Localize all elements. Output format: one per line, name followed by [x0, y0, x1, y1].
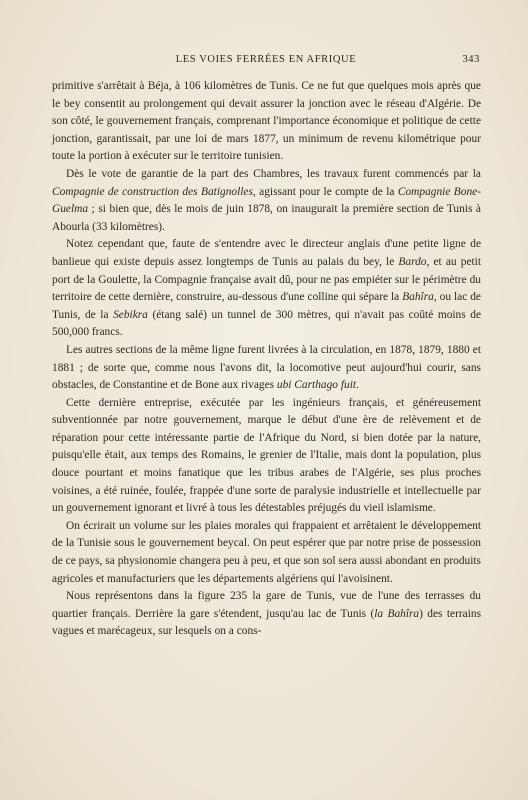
- paragraph: [52, 588, 481, 641]
- text-run: ) des terrains vagues et marécageux, sur lesquels on a cons-: [52, 607, 481, 638]
- paragraph: [52, 166, 481, 236]
- paragraph: [52, 236, 481, 342]
- text-run: Notez cependant que, faute de s'entendre avec le directeur anglais d'une petite ligne de banlieue qui existe depuis assez longtemps de Tunis au palais du bey, le: [52, 238, 481, 268]
- text-run: primitive s'arrêtait à Béja, à 106 kilomètres de Tunis. Ce ne fut que quelques mois après que le bey consentit au prolongement qui devait assurer la jonction avec le réseau d'Algérie. De son côté, le gouvernement français, comprenant l'importance économique et politique de cette jonction, garantissait, par une loi de mars 1877, un minimum de revenu kilométrique pour toute la portion à exécuter sur le territoire tunisien.: [52, 80, 481, 163]
- text-run: , agissant pour le compte de la: [252, 185, 398, 198]
- italic-text: Bahîra: [402, 291, 434, 304]
- text-run: , ou lac de Tunis, de la: [52, 291, 481, 321]
- text-run: .: [356, 379, 359, 392]
- text-run: Dès le vote de garantie de la part des Chambres, les travaux furent commencés par la: [66, 167, 481, 180]
- page-header: [52, 54, 480, 68]
- paragraph: [52, 518, 481, 588]
- body-text: [52, 78, 481, 641]
- italic-text: ubi Carthago fuit: [276, 379, 357, 392]
- italic-text: Bardo: [398, 255, 427, 268]
- text-run: Les autres sections de la même ligne furent livrées à la circulation, en 1878, 1879, 1880 et 1881 ; de sorte que, comme nous l'avons dit, la locomotive peut aujourd'hui courir, sans obstacles, de Constantine et de Bone aux rivages: [52, 343, 481, 392]
- text-run: On écrirait un volume sur les plaies morales qui frappaient et arrêtaient le développement de la Tunisie sous le gouvernement beycal. On peut espérer que par notre prise de possession de ce pays, sa physionomie changera peu à peu, et que son sol sera aussi abondant en produits agricoles et manufacturiers que les départements algériens qui l'avoisinent.: [52, 519, 481, 585]
- paragraph: [52, 342, 481, 395]
- page-number: 343: [462, 54, 480, 65]
- text-run: ; si bien que, dès le mois de juin 1878, on inaugurait la première section de Tunis à Abourla (33 kilomètres).: [52, 203, 481, 233]
- italic-text: la Bahîra: [374, 607, 420, 620]
- paragraph: [52, 395, 481, 518]
- italic-text: Sebikra: [113, 308, 148, 321]
- running-title: LES VOIES FERRÉES EN AFRIQUE: [175, 54, 357, 65]
- paragraph: [52, 78, 481, 166]
- text-run: Cette dernière entreprise, exécutée par les ingénieurs français, et généreusement subventionnée par notre gouvernement, marque le début d'une ère de relèvement et de réparation pour cette intéressante partie de l'Afrique du Nord, si bien dotée par la nature, puisqu'elle était, aux temps des Romains, le grenier de l'Italie, mais dont la population, plus douce pourtant et moins fanatique que les tribus arabes de l'Algérie, ses plus proches voisines, a été ruinée, foulée, frappée d'une sorte de paralysie industrielle et intellectuelle par un gouvernement ignorant et livré à tous les détestables préjugés du vieil islamisme.: [52, 396, 481, 515]
- italic-text: Compagnie de construction des Batignolles: [52, 185, 253, 198]
- italic-text: Compagnie Bone-Guelma: [52, 185, 481, 216]
- text-run: (étang salé) un tunnel de 300 mètres, qui n'avait pas coûté moins de 500,000 francs.: [52, 308, 481, 339]
- text-run: Nous représentons dans la figure 235 la gare de Tunis, vue de l'une des terrasses du quartier français. Derrière la gare s'étendent, jusqu'au lac de Tunis (: [52, 590, 481, 620]
- text-run: , et au petit port de la Goulette, la Compagnie française avait dû, pour ne pas empiéter sur le périmètre du territoire de cette dernière, construire, au-dessous d'une colline qui sépare la: [52, 255, 481, 304]
